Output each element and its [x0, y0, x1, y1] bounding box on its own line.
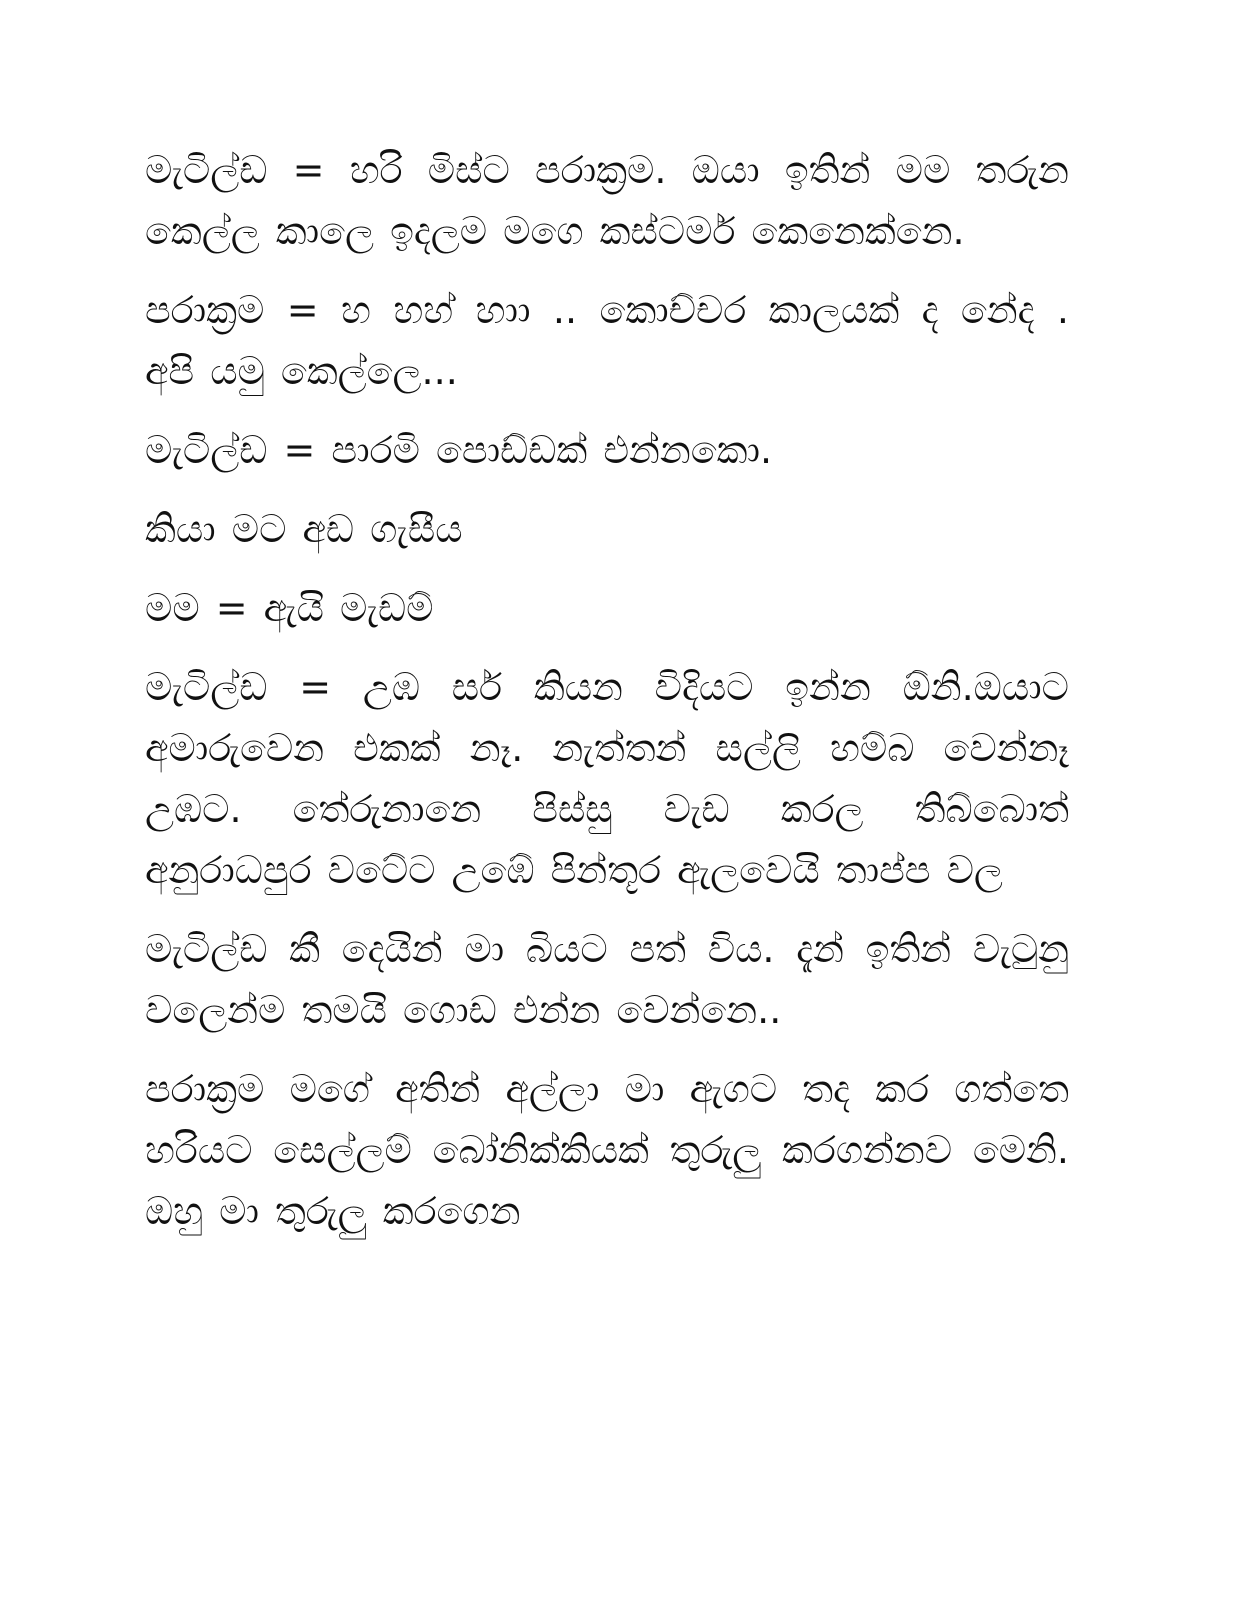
paragraph-3: මැටිල්ඩ = පාරමි පොඩ්ඩක් එන්නකො.	[145, 428, 773, 472]
paragraph-2: පරාක්‍රම = හ හහ් හාා .. කොච්චර කාලයක් ද නේද . අපි යමු කෙල්ලෙ...	[145, 288, 1069, 393]
paragraph-1: මැටිල්ඩ = හරි මිස්ට පරාක්‍රම. ඔයා ඉතින් මම තරුන කෙල්ල කාලෙ ඉදලම මගෙ කස්ටමර් කෙනෙක්නෙ.	[145, 148, 1069, 253]
paragraph-8: පරාක්‍රම මගේ අතින් අල්ලා මා ඇගට තද කර ගත්තෙ හරියට සෙල්ලම් බෝනික්කියක් තුරුලු කරගන්නව මෙනි. ඔහු මා තුරුලු කරගෙන	[145, 1067, 1069, 1233]
body-text	[145, 140, 1069, 1260]
paragraph-7: මැටිල්ඩ කී දෙයින් මා බියට පත් විය. දැන් ඉතින් වැටුනු වලෙන්ම තමයි ගොඩ එන්න වෙන්නෙ..	[145, 927, 1069, 1032]
paragraph-6: මැටිල්ඩ = උඹ සර් කියන විදියට ඉන්න ඕනි.ඔයාට අමාරුවෙන එකක් නෑ. නැත්තන් සල්ලි හම්බ වෙන්නෑ උඹට. තේරුනානෙ පිස්සු වැඩ කරල තිබ්බොත් අනුරාධපුර වටේට උඹේ පින්තූර ඇලවෙයි තාප්ප වල	[145, 665, 1069, 892]
paragraph-4: කියා මට අඩ ගැසීය	[145, 507, 463, 551]
paragraph-5: මම = ඇයි මැඩම්	[145, 586, 434, 630]
